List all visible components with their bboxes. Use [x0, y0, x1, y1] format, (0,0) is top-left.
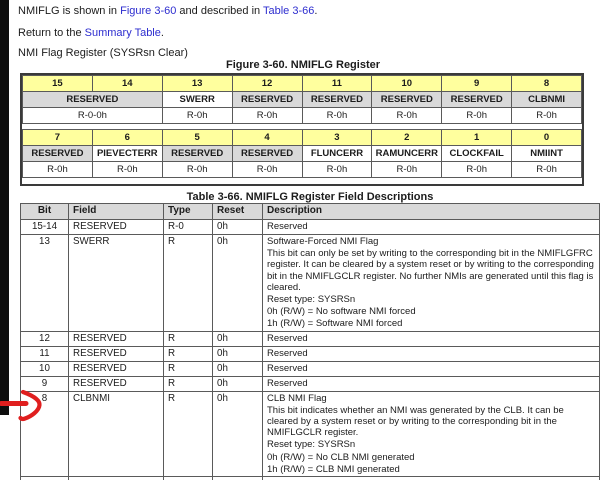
description-cell: [263, 361, 600, 376]
intro-text-mid: and described in: [176, 5, 263, 17]
intro-line: [18, 5, 317, 17]
bit-number: 14: [92, 76, 162, 92]
summary-table-link[interactable]: Summary Table: [84, 27, 161, 39]
description-cell: [263, 346, 600, 361]
field-name-cell: CLBNMI: [512, 92, 582, 108]
field-name-cell: PIEVECTERR: [92, 146, 162, 162]
reset-value-cell: R-0h: [232, 108, 302, 124]
bit-number: 4: [232, 130, 302, 146]
bit-number: 8: [512, 76, 582, 92]
reset-value-cell: R-0h: [372, 108, 442, 124]
field-name-cell: RESERVED: [23, 92, 163, 108]
reset-value-cell: R-0h: [92, 162, 162, 178]
description-paragraph: Reset type: SYSRSn: [267, 439, 356, 451]
table-link[interactable]: Table 3-66: [263, 5, 315, 17]
description-paragraph: Reserved: [267, 347, 308, 359]
type-cell: R: [164, 331, 213, 346]
reset-cell: 0h: [213, 235, 263, 332]
reset-value-cell: R-0h: [512, 162, 582, 178]
reset-cell: 0h: [213, 361, 263, 376]
description-paragraph: This bit indicates whether an NMI was generated by the CLB. It can be cleared by a system reset or by writing to the corresponding bit in the NMIFLGCLR register.: [267, 404, 564, 439]
bit-cell: 9: [21, 376, 69, 391]
description-paragraph: Software-Forced NMI Flag: [267, 236, 379, 247]
bit-number: 7: [23, 130, 93, 146]
register-figure: [20, 73, 584, 186]
reset-value-cell: R-0h: [302, 108, 372, 124]
bit-number: 10: [372, 76, 442, 92]
description-paragraph: Reserved: [267, 362, 308, 374]
description-paragraph: 0h (R/W) = No CLB NMI generated: [267, 451, 415, 463]
field-name-cell: SWERR: [162, 92, 232, 108]
table-row: [21, 346, 600, 361]
field-name-cell: CLOCKFAIL: [442, 146, 512, 162]
description-paragraph: 0h (R/W) = No software NMI forced: [267, 306, 416, 318]
description-cell: [263, 331, 600, 346]
bit-cell: 13: [21, 235, 69, 332]
description-cell: [263, 376, 600, 391]
register-subtitle: NMI Flag Register (SYSRsn Clear): [18, 47, 188, 59]
type-cell: R-0: [164, 220, 213, 235]
reset-value-cell: R-0-0h: [23, 108, 163, 124]
reset-value-cell: R-0h: [232, 162, 302, 178]
field-cell: RESERVED: [69, 331, 164, 346]
field-name-cell: RAMUNCERR: [372, 146, 442, 162]
description-cell: [263, 235, 600, 332]
table-row: [21, 235, 600, 332]
bit-number: 1: [442, 130, 512, 146]
empty-cell: [164, 477, 213, 480]
reset-cell: 0h: [213, 331, 263, 346]
field-name-cell: RESERVED: [372, 92, 442, 108]
reset-cell: 0h: [213, 376, 263, 391]
description-paragraph: Reserved: [267, 332, 308, 344]
field-table-head: [21, 204, 600, 220]
column-header-bit: Bit: [21, 204, 69, 220]
field-name-cell: RESERVED: [232, 146, 302, 162]
reset-value-cell: R-0h: [162, 108, 232, 124]
bit-cell: 11: [21, 346, 69, 361]
field-name-cell: RESERVED: [23, 146, 93, 162]
reset-value-cell: R-0h: [302, 162, 372, 178]
table-row: [21, 220, 600, 235]
field-table-body: [21, 220, 600, 480]
bit-number: 9: [442, 76, 512, 92]
bit-cell: 10: [21, 361, 69, 376]
field-name-cell: RESERVED: [442, 92, 512, 108]
empty-cell: [263, 477, 600, 480]
table-row: [21, 391, 600, 476]
reset-value-cell: R-0h: [442, 162, 512, 178]
field-cell: RESERVED: [69, 220, 164, 235]
description-paragraph: 1h (R/W) = Software NMI forced: [267, 318, 403, 330]
field-name-cell: NMIINT: [512, 146, 582, 162]
reset-cell: 0h: [213, 346, 263, 361]
bit-number: 13: [162, 76, 232, 92]
bit-cell: 8: [21, 391, 69, 476]
field-description-table: [20, 203, 600, 480]
field-cell: RESERVED: [69, 376, 164, 391]
field-cell: CLBNMI: [69, 391, 164, 476]
table-title: Table 3-66. NMIFLG Register Field Descriptions: [186, 191, 434, 203]
bit-number: 12: [232, 76, 302, 92]
reset-value-cell: R-0h: [162, 162, 232, 178]
table-row-clipped: [21, 477, 600, 480]
intro-text-pre: NMIFLG is shown in: [18, 5, 121, 17]
empty-cell: [213, 477, 263, 480]
field-name-cell: RESERVED: [162, 146, 232, 162]
column-header-reset: Reset: [213, 204, 263, 220]
bit-number: 5: [162, 130, 232, 146]
description-paragraph: 1h (R/W) = CLB NMI generated: [267, 463, 400, 475]
bit-number: 6: [92, 130, 162, 146]
reset-value-cell: R-0h: [512, 108, 582, 124]
table-row: [21, 361, 600, 376]
bit-number: 2: [372, 130, 442, 146]
empty-cell: [69, 477, 164, 480]
description-paragraph: Reserved: [267, 377, 308, 389]
type-cell: R: [164, 391, 213, 476]
window-edge-bar: [0, 0, 9, 415]
type-cell: R: [164, 361, 213, 376]
reset-cell: 0h: [213, 391, 263, 476]
intro-text-end: .: [314, 5, 318, 17]
description-paragraph: This bit can only be set by writing to the corresponding bit in the NMIFLGFRC register. It can be cleared by a system reset or by writing to the corresponding bit in the NMIFLGCLR register. No further NMIs are generated until this flag is cleared.: [267, 248, 594, 293]
return-text-end: .: [160, 27, 164, 39]
return-text-pre: Return to the: [18, 27, 85, 39]
description-cell: [263, 391, 600, 476]
table-row: [21, 331, 600, 346]
column-header-field: Field: [69, 204, 164, 220]
bit-number: 3: [302, 130, 372, 146]
figure-title: Figure 3-60. NMIFLG Register: [225, 59, 381, 71]
field-name-cell: FLUNCERR: [302, 146, 372, 162]
bit-number: 15: [23, 76, 93, 92]
reset-cell: 0h: [213, 220, 263, 235]
register-bank-1: [22, 129, 582, 178]
field-name-cell: RESERVED: [232, 92, 302, 108]
column-header-type: Type: [164, 204, 213, 220]
description-paragraph: Reserved: [267, 221, 308, 232]
field-cell: RESERVED: [69, 361, 164, 376]
empty-cell: [21, 477, 69, 480]
description-cell: [263, 220, 600, 235]
field-name-cell: RESERVED: [302, 92, 372, 108]
bit-number: 11: [302, 76, 372, 92]
register-bank-0: [22, 75, 582, 124]
type-cell: R: [164, 376, 213, 391]
description-paragraph: CLB NMI Flag: [267, 392, 327, 404]
reset-value-cell: R-0h: [23, 162, 93, 178]
reset-value-cell: R-0h: [442, 108, 512, 124]
description-paragraph: Reset type: SYSRSn: [267, 294, 356, 306]
table-row: [21, 376, 600, 391]
figure-link[interactable]: Figure 3-60: [120, 5, 177, 17]
type-cell: R: [164, 235, 213, 332]
column-header-description: Description: [263, 204, 600, 220]
return-line: [18, 27, 164, 39]
field-cell: RESERVED: [69, 346, 164, 361]
field-cell: SWERR: [69, 235, 164, 332]
bit-number: 0: [512, 130, 582, 146]
bit-cell: 12: [21, 331, 69, 346]
type-cell: R: [164, 346, 213, 361]
reset-value-cell: R-0h: [372, 162, 442, 178]
bit-cell: 15-14: [21, 220, 69, 235]
